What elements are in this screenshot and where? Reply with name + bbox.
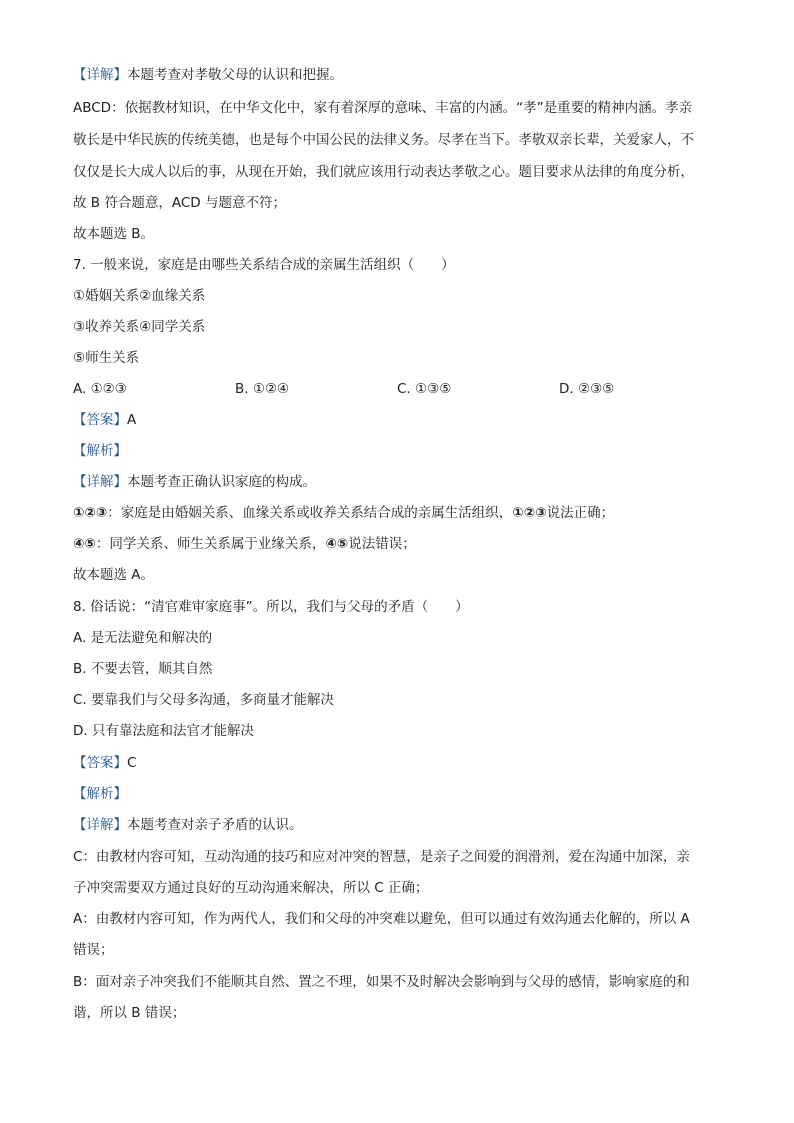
q7-detail-line xyxy=(73,473,316,491)
q8-option-a: A. 是无法避免和解决的 xyxy=(73,630,213,646)
q6-analysis-line: 故 B 符合题意，ACD 与题意不符； xyxy=(73,195,286,211)
q7-item: ③收养关系④同学关系 xyxy=(73,319,206,335)
q6-analysis-line: 敬长是中华民族的传统美德，也是每个中国公民的法律义务。尽孝在当下。孝敬双亲长辈，关爱家人，不 xyxy=(73,132,694,148)
q7-marker: ①②③ xyxy=(73,505,108,521)
q7-detail-tag: 【详解】 xyxy=(73,474,127,490)
q7-item: ⑤师生关系 xyxy=(73,350,140,366)
q8-detail-line xyxy=(73,816,303,834)
q7-option-c: C. ①③⑤ xyxy=(397,381,452,397)
q8-answer-tag: 【答案】 xyxy=(73,755,127,771)
q8-explain-line: C：由教材内容可知，互动沟通的技巧和应对冲突的智慧，是亲子之间爱的润滑剂，爱在沟通中加深，亲 xyxy=(73,849,690,865)
q7-explain-tail: 说法正确； xyxy=(546,505,615,521)
q7-detail-text: 本题考查正确认识家庭的构成。 xyxy=(127,474,316,490)
q7-explain-text: ：同学关系、师生关系属于业缘关系， xyxy=(95,536,326,552)
q7-explain-line xyxy=(73,535,416,553)
q7-options xyxy=(73,380,723,398)
q7-option-a: A. ①②③ xyxy=(73,381,127,397)
q6-detail-text: 本题考查对孝敬父母的认识和把握。 xyxy=(127,67,343,83)
q8-answer: C xyxy=(127,755,137,771)
q8-explain-line: 错误； xyxy=(73,942,114,958)
q7-answer-tag: 【答案】 xyxy=(73,412,127,428)
q8-option-d: D. 只有靠法庭和法官才能解决 xyxy=(73,723,254,739)
q7-explain-text: ：家庭是由婚姻关系、血缘关系或收养关系结合成的亲属生活组织， xyxy=(107,505,513,521)
q6-conclusion: 故本题选 B。 xyxy=(73,226,155,242)
q7-answer: A xyxy=(127,412,137,428)
q7-option-d: D. ②③⑤ xyxy=(559,381,615,397)
q7-explain-tail: 说法错误； xyxy=(348,536,416,552)
q6-analysis-line: ABCD：依据教材知识，在中华文化中，家有着深厚的意味、丰富的内涵。“孝”是重要的精神内涵。孝亲 xyxy=(73,100,693,116)
q8-answer-line xyxy=(73,754,136,772)
q8-explain-line: 谐，所以 B 错误； xyxy=(73,1005,186,1021)
q8-option-b: B. 不要去管，顺其自然 xyxy=(73,661,213,677)
q6-detail-line xyxy=(73,66,343,84)
q8-detail-tag: 【详解】 xyxy=(73,817,127,833)
q7-marker: ④⑤ xyxy=(73,536,96,552)
q8-explain-line: 子冲突需要双方通过良好的互动沟通来解决，所以 C 正确； xyxy=(73,880,429,896)
q6-analysis-line: 仅仅是长大成人以后的事，从现在开始，我们就应该用行动表达孝敬之心。题目要求从法律的角度分析， xyxy=(73,164,694,180)
q8-analysis-tag: 【解析】 xyxy=(73,786,127,802)
q7-answer-line xyxy=(73,411,136,429)
q8-option-c: C. 要靠我们与父母多沟通，多商量才能解决 xyxy=(73,692,335,708)
q8-detail-text: 本题考查对亲子矛盾的认识。 xyxy=(127,817,303,833)
q7-marker: ④⑤ xyxy=(325,536,349,552)
q6-detail-tag: 【详解】 xyxy=(73,67,127,83)
q7-item: ①婚姻关系②血缘关系 xyxy=(73,288,206,304)
q8-stem: 8. 俗话说：“清官难审家庭事”。所以，我们与父母的矛盾（ ） xyxy=(73,599,469,615)
q7-explain-line xyxy=(73,504,614,522)
q7-option-b: B. ①②④ xyxy=(235,381,290,397)
q8-explain-line: B：面对亲子冲突我们不能顺其自然、置之不理，如果不及时解决会影响到与父母的感情，影响家庭的和 xyxy=(73,974,690,990)
q7-analysis-tag: 【解析】 xyxy=(73,443,127,459)
q7-stem: 7. 一般来说，家庭是由哪些关系结合成的亲属生活组织（ ） xyxy=(73,257,455,273)
q7-marker: ①②③ xyxy=(512,505,547,521)
q7-conclusion: 故本题选 A。 xyxy=(73,567,155,583)
q8-explain-line: A：由教材内容可知，作为两代人，我们和父母的冲突难以避免，但可以通过有效沟通去化解的，所以 A xyxy=(73,911,690,927)
